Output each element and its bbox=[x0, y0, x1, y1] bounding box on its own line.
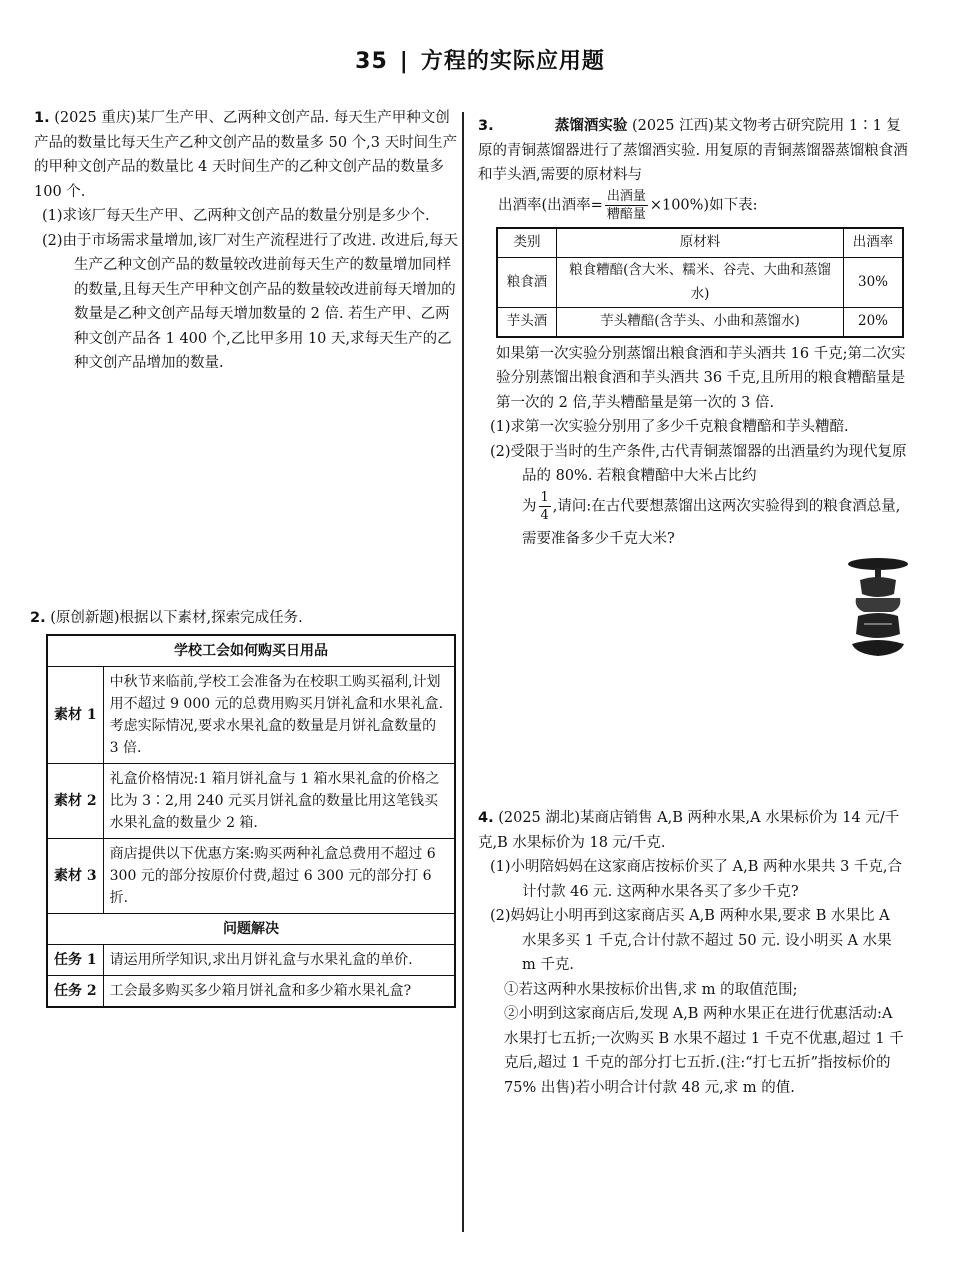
question-subpart-1: ①若这两种水果按标价出售,求 m 的取值范围; bbox=[504, 981, 798, 998]
formula-prefix: 出酒率(出酒率= bbox=[498, 197, 603, 213]
question-number: 1. bbox=[34, 110, 50, 126]
material-text: 中秋节来临前,学校工会准备为在校职工购买福利,计划用不超过 9 000 元的总费用购买月饼礼盒和水果礼盒. 考虑实际情况,要求水果礼盒的数量是月饼礼盒数量的 3 倍. bbox=[103, 666, 455, 763]
question-number: 2. bbox=[30, 610, 46, 626]
task-label: 任务 2 bbox=[47, 975, 103, 1007]
question-part-2: (2)由于市场需求量增加,该厂对生产流程进行了改进. 改进后,每天生产乙种文创产品的数量较改进前每天生产的数量增加同样的数量,且每天生产甲种文创产品的数量较改进前每天增加的数量是乙种文创产品每天增加数量的 2 倍. 若生产甲、乙两种文创产品各 1 400 个,乙比甲多用 10 天,求每天生产的乙种文创产品增加的数量. bbox=[42, 232, 458, 371]
material-label: 素材 2 bbox=[47, 763, 103, 838]
question-part-1: (1)小明陪妈妈在这家商店按标价买了 A,B 两种水果共 3 千克,合计付款 46 元. 这两种水果各买了多少千克? bbox=[490, 859, 903, 900]
question-stem: (2025 江西)某文物考古研究院用 1∶1 复原的青铜蒸馏器进行了蒸馏酒实验. 用复原的青铜蒸馏器蒸馏粮食酒和芋头酒,需要的原材料与 bbox=[478, 118, 908, 183]
table-cell: 20% bbox=[844, 307, 904, 337]
table-row bbox=[47, 838, 455, 913]
materials-table bbox=[46, 634, 456, 1008]
column-header: 出酒率 bbox=[844, 228, 904, 258]
fraction-numerator: 1 bbox=[540, 489, 549, 505]
table-cell: 粮食糟醅(含大米、糯米、谷壳、大曲和蒸馏水) bbox=[557, 257, 844, 307]
table-row bbox=[47, 666, 455, 763]
question-part-1: (1)求该厂每天生产甲、乙两种文创产品的数量分别是多少个. bbox=[42, 208, 430, 224]
part-prefix: 为 bbox=[522, 498, 537, 514]
question-4 bbox=[478, 806, 908, 1100]
materials-table bbox=[496, 227, 904, 338]
table-row bbox=[497, 307, 903, 337]
table-cell: 芋头酒 bbox=[497, 307, 557, 337]
question-1 bbox=[34, 106, 464, 376]
yield-fraction bbox=[605, 188, 648, 223]
material-text: 礼盒价格情况:1 箱月饼礼盒与 1 箱水果礼盒的价格之比为 3∶2,用 240 元买月饼礼盒的数量比用这笔钱买水果礼盒的数量少 2 箱. bbox=[103, 763, 455, 838]
question-2 bbox=[30, 606, 460, 1008]
table-cell: 30% bbox=[844, 257, 904, 307]
question-stem: (2025 湖北)某商店销售 A,B 两种水果,A 水果标价为 14 元/千克,B 水果标价为 18 元/千克. bbox=[478, 810, 900, 851]
table-row bbox=[47, 763, 455, 838]
fraction-denominator: 糟醅量 bbox=[606, 206, 646, 222]
material-label: 素材 1 bbox=[47, 666, 103, 763]
task-label: 任务 1 bbox=[47, 944, 103, 975]
problem-heading: 问题解决 bbox=[47, 913, 455, 944]
column-header: 类别 bbox=[497, 228, 557, 258]
question-part-2-continued bbox=[478, 489, 908, 554]
question-topic: 蒸馏酒实验 bbox=[554, 117, 628, 134]
page-title bbox=[0, 44, 960, 75]
task-text: 工会最多购买多少箱月饼礼盒和多少箱水果礼盒? bbox=[103, 975, 455, 1007]
table-row bbox=[47, 944, 455, 975]
question-number: 3. bbox=[478, 118, 494, 134]
question-number: 4. bbox=[478, 810, 494, 826]
title-separator: | bbox=[399, 49, 409, 74]
question-subpart-2: ②小明到这家商店后,发现 A,B 两种水果正在进行优惠活动:A 水果打七五折;一次购买 B 水果不超过 1 千克不优惠,超过 1 千克后,超过 1 千克的部分打七五折.(注:“打七五折”指按标价的 75% 出售)若小明合计付款 48 元,求 m 的值. bbox=[504, 1006, 904, 1096]
table-cell: 粮食酒 bbox=[497, 257, 557, 307]
question-part-1: (1)求第一次实验分别用了多少千克粮食糟醅和芋头糟醅. bbox=[490, 419, 849, 435]
part-text: ,请问:在古代要想蒸馏出这两次实验得到的粮食酒总量,需要准备多少千克大米? bbox=[522, 498, 901, 547]
formula-suffix: ×100%)如下表: bbox=[649, 197, 758, 213]
fraction-numerator: 出酒量 bbox=[606, 188, 646, 204]
question-stem: (原创新题)根据以下素材,探索完成任务. bbox=[50, 610, 303, 626]
table-row bbox=[497, 257, 903, 307]
question-context: 如果第一次实验分别蒸馏出粮食酒和芋头酒共 16 千克;第二次实验分别蒸馏出粮食酒和芋头酒共 36 千克,且所用的粮食糟醅量是第一次的 2 倍,芋头糟醅量是第一次的 3 倍. bbox=[496, 345, 906, 411]
question-part-2: (2)妈妈让小明再到这家商店买 A,B 两种水果,要求 B 水果比 A 水果多买 1 千克,合计付款不超过 50 元. 设小明买 A 水果 m 千克. bbox=[490, 908, 892, 973]
rice-fraction bbox=[539, 489, 551, 524]
table-title: 学校工会如何购买日用品 bbox=[47, 635, 455, 667]
chapter-title: 方程的实际应用题 bbox=[420, 49, 605, 74]
fraction-denominator: 4 bbox=[540, 507, 549, 523]
table-row bbox=[47, 975, 455, 1007]
column-header: 原材料 bbox=[557, 228, 844, 258]
table-cell: 芋头糟醅(含芋头、小曲和蒸馏水) bbox=[557, 307, 844, 337]
page-number: 35 bbox=[355, 49, 388, 74]
question-part-2: (2)受限于当时的生产条件,古代青铜蒸馏器的出酒量约为现代复原品的 80%. 若粮食糟醅中大米占比约 bbox=[490, 443, 907, 484]
bronze-distiller-image bbox=[838, 550, 918, 662]
question-3 bbox=[478, 114, 908, 554]
formula-line bbox=[478, 188, 908, 223]
material-text: 商店提供以下优惠方案:购买两种礼盒总费用不超过 6 300 元的部分按原价付费,超过 6 300 元的部分打 6 折. bbox=[103, 838, 455, 913]
task-text: 请运用所学知识,求出月饼礼盒与水果礼盒的单价. bbox=[103, 944, 455, 975]
question-stem: (2025 重庆)某厂生产甲、乙两种文创产品. 每天生产甲种文创产品的数量比每天生产乙种文创产品的数量多 50 个,3 天时间生产的甲种文创产品的数量比 4 天时间生产的乙种文创产品的数量多 100 个. bbox=[34, 110, 458, 200]
material-label: 素材 3 bbox=[47, 838, 103, 913]
